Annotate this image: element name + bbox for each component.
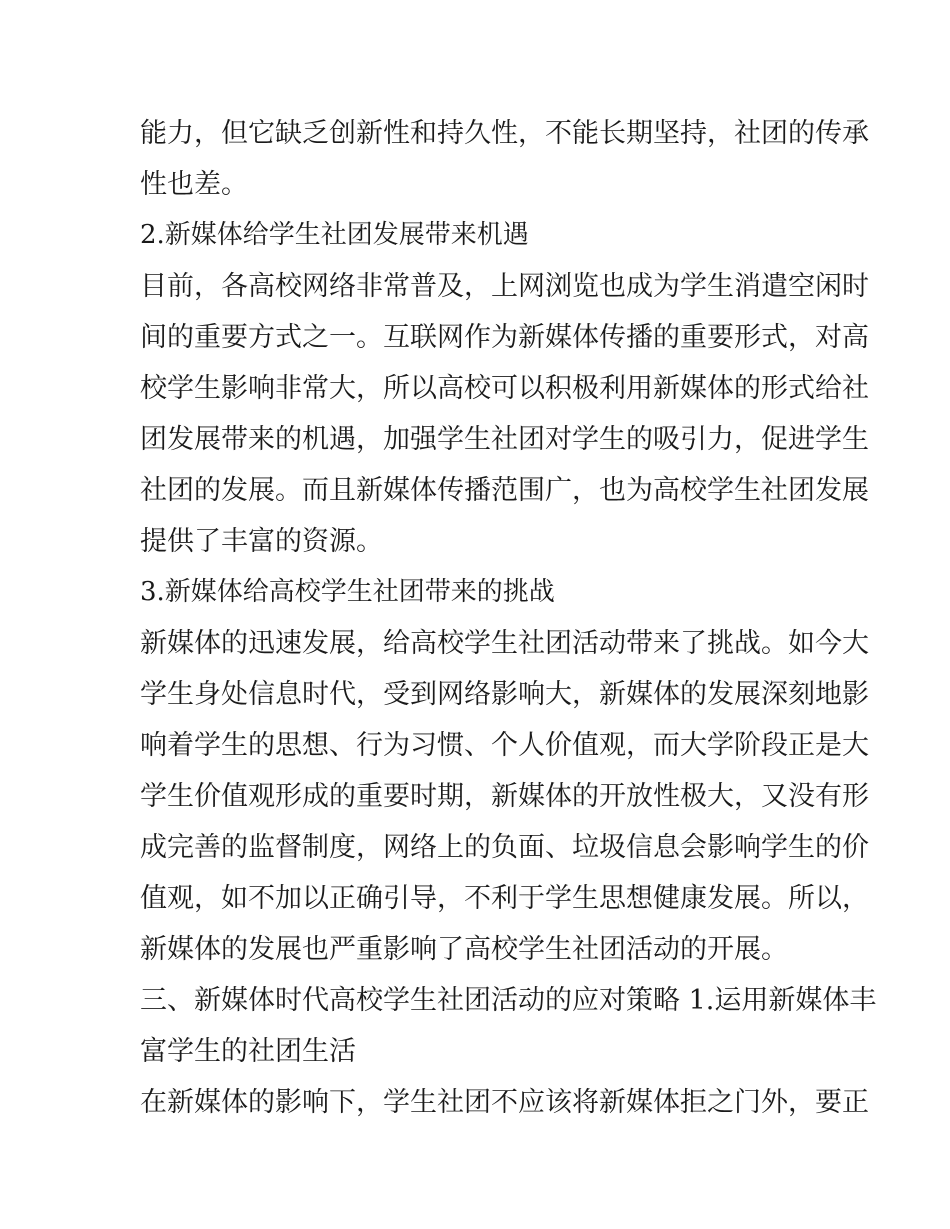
section-heading: 富学生的社团生活: [140, 1036, 356, 1067]
paragraph-line: 能力，但它缺乏创新性和持久性，不能长期坚持，社团的传承: [140, 118, 869, 149]
paragraph-line: 响着学生的思想、行为习惯、个人价值观，而大学阶段正是大: [140, 730, 869, 761]
paragraph-line: 团发展带来的机遇，加强学生社团对学生的吸引力，促进学生: [140, 424, 869, 455]
paragraph-line: 在新媒体的影响下，学生社团不应该将新媒体拒之门外，要正: [140, 1087, 869, 1118]
paragraph-line: 值观，如不加以正确引导，不利于学生思想健康发展。所以，: [140, 883, 869, 914]
paragraph-line: 性也差。: [140, 169, 248, 200]
section-heading: 2.新媒体给学生社团发展带来机遇: [140, 220, 529, 250]
paragraph-line: 新媒体的迅速发展，给高校学生社团活动带来了挑战。如今大: [140, 628, 869, 659]
section-heading: 3.新媒体给高校学生社团带来的挑战: [140, 577, 555, 607]
paragraph-line: 新媒体的发展也严重影响了高校学生社团活动的开展。: [140, 934, 788, 965]
paragraph-line: 提供了丰富的资源。: [140, 526, 383, 557]
paragraph-line: 校学生影响非常大，所以高校可以积极利用新媒体的形式给社: [140, 373, 869, 404]
paragraph-line: 成完善的监督制度，网络上的负面、垃圾信息会影响学生的价: [140, 832, 869, 863]
paragraph-line: 学生价值观形成的重要时期，新媒体的开放性极大，又没有形: [140, 781, 869, 812]
paragraph-line: 目前，各高校网络非常普及，上网浏览也成为学生消遣空闲时: [140, 271, 869, 302]
section-heading: 三、新媒体时代高校学生社团活动的应对策略 1.运用新媒体丰: [140, 985, 877, 1016]
paragraph-line: 社团的发展。而且新媒体传播范围广，也为高校学生社团发展: [140, 475, 869, 506]
paragraph-line: 间的重要方式之一。互联网作为新媒体传播的重要形式，对高: [140, 322, 869, 353]
paragraph-line: 学生身处信息时代，受到网络影响大，新媒体的发展深刻地影: [140, 679, 869, 710]
document-body: [140, 108, 877, 1128]
